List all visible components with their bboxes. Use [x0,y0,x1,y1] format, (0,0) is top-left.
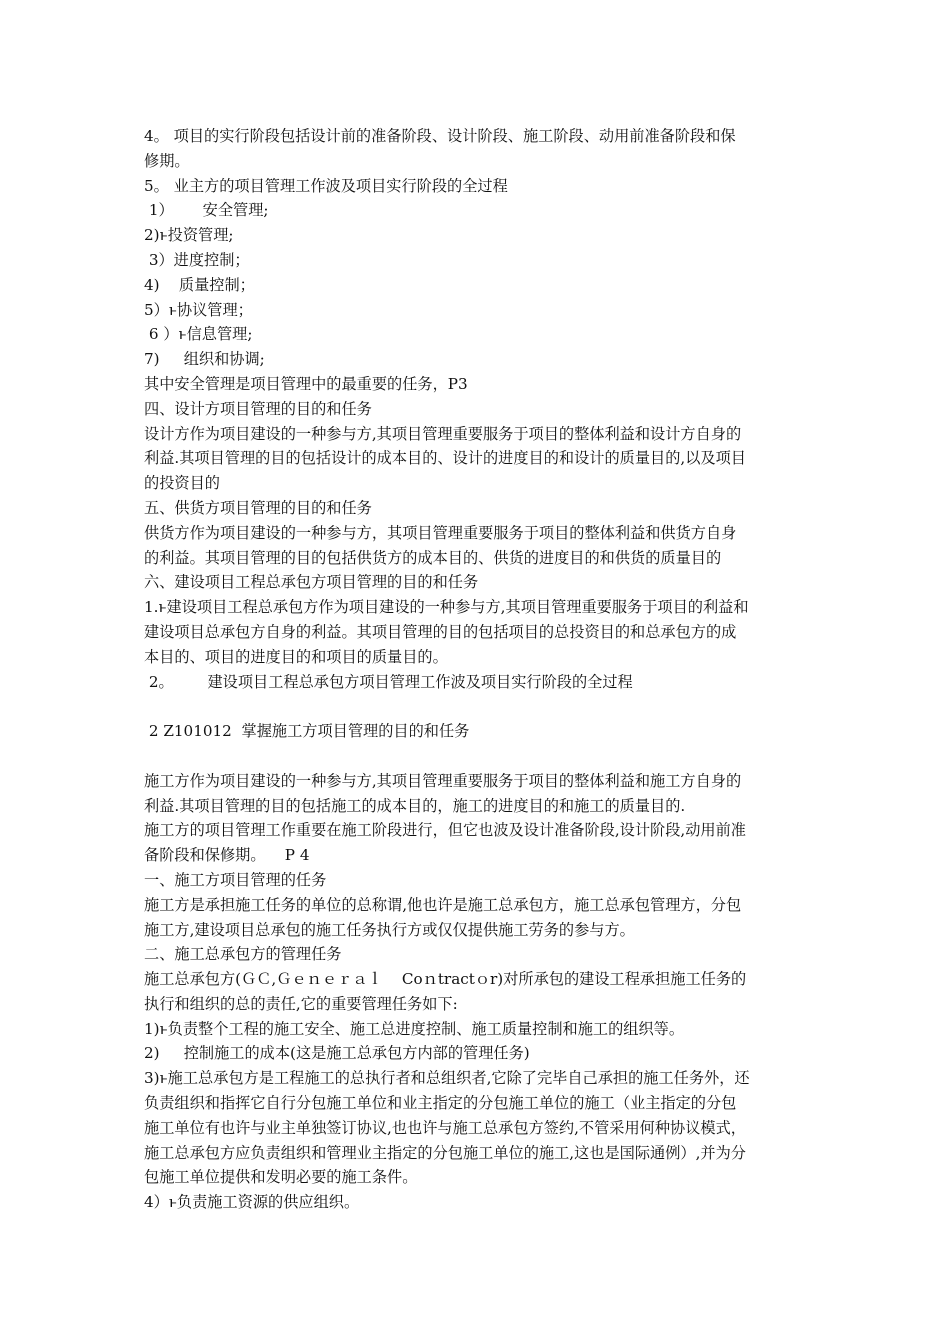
text-line [144,694,810,719]
text-line: 本目的、项目的进度目的和项目的质量目的。 [144,647,448,666]
text-line: 五、供货方项目管理的目的和任务 [144,498,372,517]
text-line: 3)ͱ施工总承包方是工程施工的总执行者和总组织者,它除了完毕自己承担的施工任务外，还 [144,1069,750,1088]
text-line: 5）ͱ协议管理； [144,300,253,319]
text-line: 1） 安全管理; [144,201,269,220]
text-line: 备阶段和保修期。 P 4 [144,846,310,865]
text-line: 的利益。其项目管理的目的包括供货方的成本目的、供货的进度目的和供货的质量目的 [144,548,722,567]
text-line: 六、建设项目工程总承包方项目管理的目的和任务 [144,573,479,592]
text-line: 负责组织和指挥它自行分包施工单位和业主指定的分包施工单位的施工（业主指定的分包 [144,1094,737,1113]
text-line: 4) 质量控制； [144,275,255,294]
document-body [144,124,810,1215]
text-line: 的投资目的 [144,474,220,493]
text-line: 二、施工总承包方的管理任务 [144,945,342,964]
text-line: 2) 控制施工的成本(这是施工总承包方内部的管理任务) [144,1044,530,1063]
text-line: 5。 业主方的项目管理工作波及项目实行阶段的全过程 [144,176,508,195]
text-line: 施工总承包方(ＧＣ,Ｇｅｎｅｒａｌ Coｎtractｏr)对所承包的建设工程承担施工任务的 [144,970,747,989]
text-line: 利益.其项目管理的目的包括设计的成本目的、设计的进度目的和设计的质量目的,以及项目 [144,449,746,468]
text-line: 2。 建设项目工程总承包方项目管理工作波及项目实行阶段的全过程 [144,672,633,691]
text-line: 施工方是承担施工任务的单位的总称谓,他也许是施工总承包方，施工总承包管理方，分包 [144,895,742,914]
text-line: 施工总承包方应负责组织和管理业主指定的分包施工单位的施工,这也是国际通例）,并为分 [144,1143,746,1162]
text-line: 2 Z101012 掌握施工方项目管理的目的和任务 [144,722,470,741]
text-line: 7) 组织和协调; [144,350,265,369]
text-line: 6 ）ͱ信息管理; [144,325,253,344]
text-line [144,744,810,769]
text-line: 四、设计方项目管理的目的和任务 [144,399,372,418]
text-line: 4。 项目的实行阶段包括设计前的准备阶段、设计阶段、施工阶段、动用前准备阶段和保 [144,127,736,145]
text-line: 建设项目总承包方自身的利益。其项目管理的目的包括项目的总投资目的和总承包方的成 [144,622,737,641]
text-line: 设计方作为项目建设的一种参与方,其项目管理重要服务于项目的整体利益和设计方自身的 [144,424,742,443]
text-line: 1)ͱ负责整个工程的施工安全、施工总进度控制、施工质量控制和施工的组织等。 [144,1019,685,1038]
text-line: 施工方作为项目建设的一种参与方,其项目管理重要服务于项目的整体利益和施工方自身的 [144,771,742,790]
text-line: 修期。 [144,151,190,170]
text-line: 利益.其项目管理的目的包括施工的成本目的，施工的进度目的和施工的质量目的. [144,796,686,815]
text-line: 包施工单位提供和发明必要的施工条件。 [144,1168,418,1187]
text-line: 执行和组织的总的责任,它的重要管理任务如下: [144,994,458,1013]
text-line: 2)ͱ投资管理; [144,226,234,245]
text-line: 一、施工方项目管理的任务 [144,870,327,889]
text-line: 1.ͱ建设项目工程总承包方作为项目建设的一种参与方,其项目管理重要服务于项目的利益和 [144,598,749,617]
text-line: 施工方的项目管理工作重要在施工阶段进行，但它也波及设计准备阶段,设计阶段,动用前准 [144,821,746,840]
text-line: 施工单位有也许与业主单独签订协议,也也许与施工总承包方签约,不管采用何种协议模式， [144,1118,746,1137]
text-line: 3）进度控制； [144,250,250,269]
text-line: 4）ͱ负责施工资源的供应组织。 [144,1193,360,1212]
text-line: 供货方作为项目建设的一种参与方，其项目管理重要服务于项目的整体利益和供货方自身 [144,523,737,542]
text-line: 其中安全管理是项目管理中的最重要的任务，P3 [144,374,468,393]
text-line: 施工方,建设项目总承包的施工任务执行方或仅仅提供施工劳务的参与方。 [144,920,635,939]
